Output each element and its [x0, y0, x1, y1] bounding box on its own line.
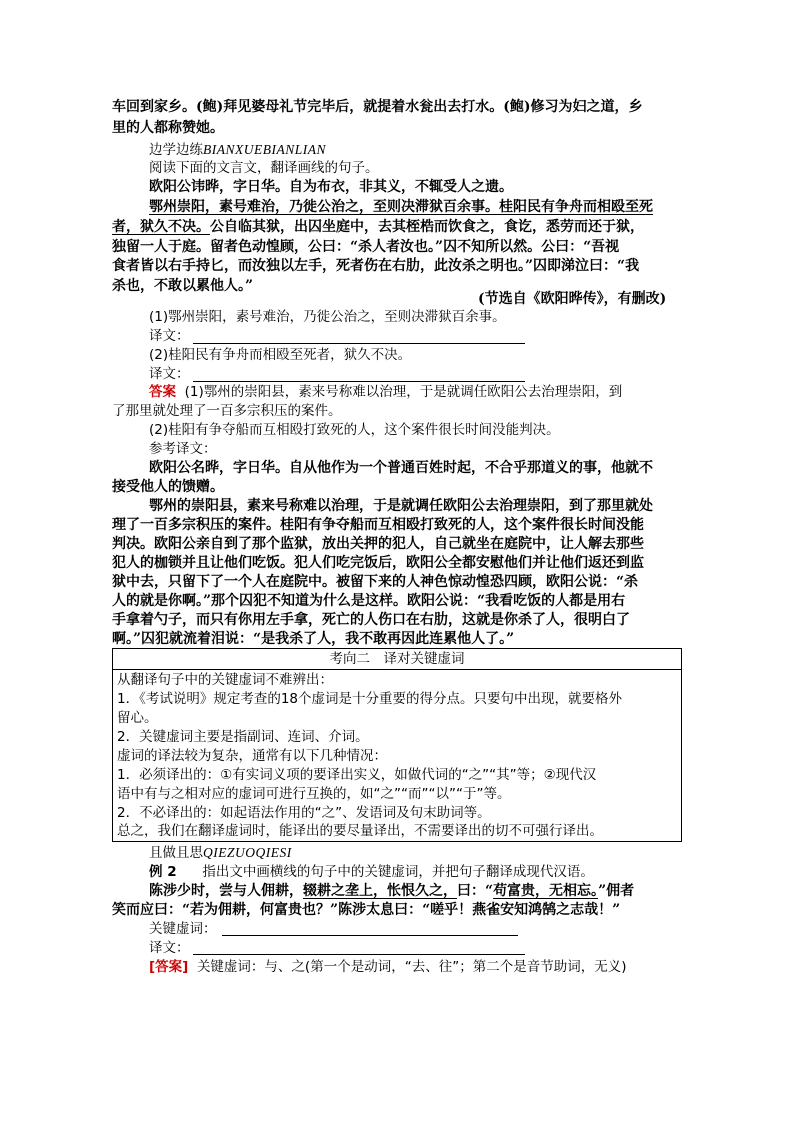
- method-box-line: 1．《考试说明》规定考查的18个虚词是十分重要的得分点。只要句中出现，就要格外: [117, 691, 623, 707]
- classical-text-line: 欧阳公讳晔，字日华。自为布衣，非其义，不辄受人之遗。: [149, 179, 513, 195]
- section-heading: [149, 843, 292, 863]
- translation-label: 译文：: [149, 328, 190, 344]
- answer-line: [149, 957, 626, 977]
- keyword-label: 关键虚词：: [149, 921, 217, 937]
- method-box-line: 语中有与之相对应的虚词可进行互换的，如“之”“而”“以”“于”等。: [117, 786, 511, 802]
- method-box-line: 总之，我们在翻译虚词时，能译出的要尽量译出，不需要译出的切不可强行译出。: [117, 823, 603, 839]
- example-line: [149, 862, 594, 882]
- answer-blank-line: [193, 954, 525, 955]
- classical-text-underlined: 辍耕之垄上，怅恨久之，: [303, 883, 457, 899]
- reference-translation-line: 狱中去，只留下了一个人在庭院中。被留下来的人神色惊动惶恐四顾，欧阳公说：“杀: [112, 574, 639, 590]
- classical-text-plain: 陈涉少时，尝与人佣耕，: [149, 883, 303, 899]
- classical-text-line: [149, 881, 634, 901]
- example-label: 例 2: [149, 864, 177, 880]
- text-line: 里的人都称赞她。: [112, 120, 224, 136]
- instruction: 阅读下面的文言文，翻译画线的句子。: [149, 160, 379, 176]
- example-instruction: 指出文中画横线的句子中的关键虚词，并把句子翻译成现代汉语。: [202, 864, 594, 880]
- answer-label: 答案: [149, 384, 176, 400]
- question-1: (1)鄂州崇阳，素号难治，乃徙公治之，至则决滞狱百余事。: [149, 309, 506, 325]
- method-box-line: 1．必须译出的：①有实词义项的要译出实义，如做代词的“之”“其”等；②现代汉: [117, 767, 597, 783]
- method-box-line: 2．不必译出的：如起语法作用的“之”、发语词及句末助词等。: [117, 805, 491, 821]
- classical-text-line: 独留一人于庭。留者色动惶顾，公曰：“杀人者汝也。”囚不知所以然。公曰：“吾视: [112, 239, 620, 255]
- classical-text-underlined: 者，狱久不决。: [112, 219, 210, 235]
- method-box-line: 2．关键虚词主要是指副词、连词、介词。: [117, 729, 369, 745]
- question-2: (2)桂阳民有争舟而相殴至死者，狱久不决。: [149, 347, 412, 363]
- answer-blank-line: [222, 935, 518, 936]
- reference-translation-line: 手拿着勺子，而只有你用左手拿，死亡的人伤口在右肋，这就是你杀了人，很明白了: [112, 612, 630, 628]
- method-box-line: 留心。: [117, 710, 158, 726]
- section-heading-text: 且做且思: [149, 845, 203, 861]
- method-box-title: 考向二 译对关键虚词: [329, 651, 465, 667]
- reference-translation-line: 欧阳公名晔，字日华。自从他作为一个普通百姓时起，不合乎那道义的事，他就不: [149, 460, 653, 476]
- classical-text-line: 食者皆以右手持匕，而汝独以左手，死者伤在右肋，此汝杀之明也。”囚即涕泣曰：“我: [112, 258, 640, 274]
- classical-text-plain: 曰：“: [457, 883, 494, 899]
- classical-text-plain: ”佣者: [598, 883, 635, 899]
- answer-text: 关键虚词：与、之(第一个是动词，“去、往”；第二个是音节助词，无义): [196, 959, 627, 975]
- translation-label: 译文：: [149, 940, 190, 956]
- method-box-line: 从翻译句子中的关键虚词不难辨出：: [117, 672, 333, 688]
- reference-translation-line: 接受他人的馈赠。: [112, 479, 224, 495]
- reference-translation-line: 鄂州的崇阳县，素来号称难以治理，于是就调任欧阳公去治理崇阳，到了那里就处: [149, 498, 653, 514]
- translation-label: 译文：: [149, 366, 190, 382]
- classical-text-plain: 公自临其狱，出囚坐庭中，去其桎梏而饮食之，食讫，悉劳而还于狱，: [210, 219, 644, 235]
- reference-translation-line: 人的就是你啊。”那个囚犯不知道为什么是这样。欧阳公说：“我看吃饭的人都是用右: [112, 593, 626, 609]
- source-citation: (节选自《欧阳晔传》，有删改): [478, 291, 667, 307]
- reference-translation-label: 参考译文：: [149, 441, 217, 457]
- section-heading-text: 边学边练: [149, 142, 203, 158]
- classical-text-underlined: 苟富贵，无相忘。: [493, 883, 599, 899]
- method-box-line: 虚词的译法较为复杂，通常有以下几种情况：: [117, 748, 387, 764]
- classical-text-line: [112, 217, 644, 237]
- answer-text: (1)鄂州的崇阳县，素来号称难以治理，于是就调任欧阳公去治理崇阳，到: [184, 384, 623, 400]
- classical-text-underlined: 鄂州崇阳，素号难治，乃徙公治之，至则决滞狱百余事。桂阳民有争舟而相殴至死: [149, 199, 653, 215]
- reference-translation-line: 犯人的枷锁并且让他们吃饭。犯人们吃完饭后，欧阳公全都安慰他们并让他们返还到监: [112, 555, 644, 571]
- section-heading-pinyin: QIEZUOQIESI: [203, 845, 292, 860]
- answer-label: [答案]: [149, 959, 189, 975]
- section-heading: [149, 140, 326, 160]
- answer-line: [149, 382, 622, 402]
- answer-text: (2)桂阳有争夺船而互相殴打致死的人，这个案件很长时间没能判决。: [149, 422, 560, 438]
- reference-translation-line: 理了一百多宗积压的案件。桂阳有争夺船而互相殴打致死的人，这个案件很长时间没能: [112, 517, 644, 533]
- answer-blank-line: [193, 343, 525, 344]
- reference-translation-line: 判决。欧阳公亲自到了那个监狱，放出关押的犯人，自己就坐在庭院中，让人解去那些: [112, 536, 644, 552]
- section-heading-pinyin: BIANXUEBIANLIAN: [203, 142, 326, 157]
- classical-text-line: 杀也，不敢以累他人。”: [112, 278, 254, 294]
- reference-translation-line: 啊。”囚犯就流着泪说：“是我杀了人，我不敢再因此连累他人了。”: [112, 631, 515, 647]
- classical-text-line: 笑而应曰：“若为佣耕，何富贵也？”陈涉太息曰：“嗟乎！燕雀安知鸿鹄之志哉！”: [112, 902, 621, 918]
- text-line: 车回到家乡。(鲍)拜见婆母礼节完毕后，就提着水瓮出去打水。(鲍)修习为妇之道，乡: [112, 99, 643, 115]
- answer-text: 了那里就处理了一百多宗积压的案件。: [112, 403, 342, 419]
